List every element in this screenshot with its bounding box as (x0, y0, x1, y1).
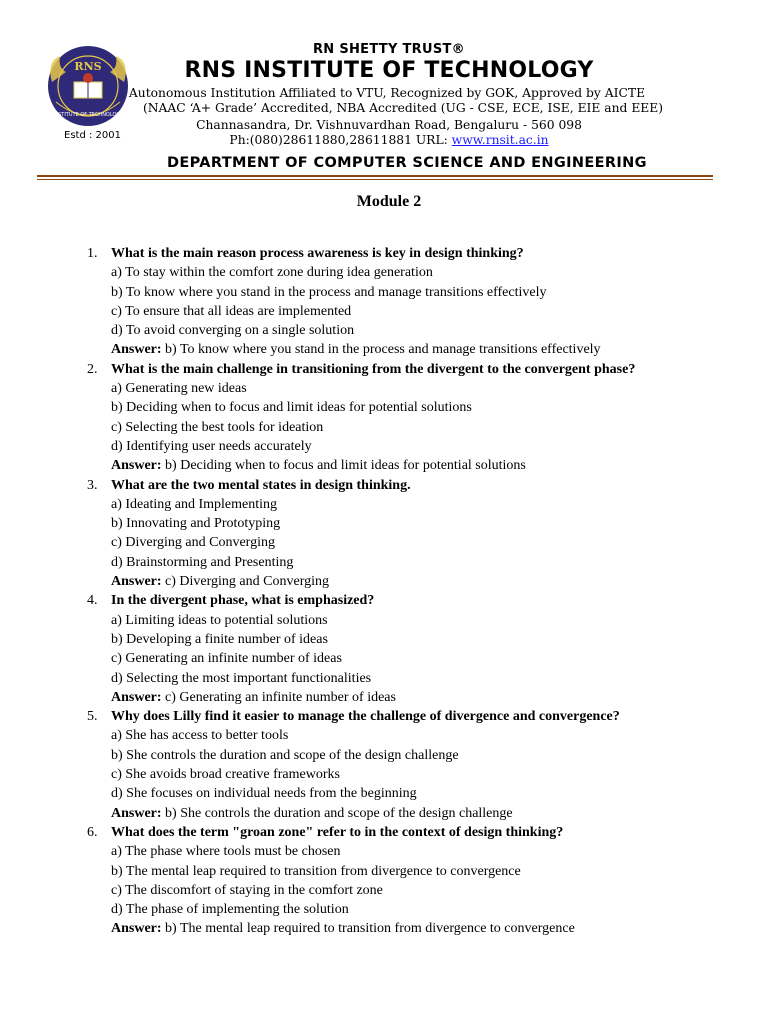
option-text: c) Diverging and Converging (111, 535, 275, 551)
trust-name: RN SHETTY TRUST® (313, 42, 465, 57)
question-text: What does the term "groan zone" refer to in the context of design thinking? (111, 824, 564, 840)
phone-text: Ph:(080)28611880,28611881 URL: (229, 133, 452, 147)
answer-label: Answer: (111, 921, 162, 937)
answer-line (111, 456, 526, 475)
header-divider (37, 175, 713, 177)
option-text: c) Selecting the best tools for ideation (111, 419, 324, 435)
answer-label: Answer: (111, 689, 162, 705)
website-link[interactable]: www.rnsit.ac.in (451, 133, 549, 147)
option-text: b) Innovating and Prototyping (111, 516, 281, 532)
answer-text: c) Generating an infinite number of ideas (161, 689, 396, 705)
option-text: c) The discomfort of staying in the comfort zone (111, 882, 383, 898)
question-number: 3. (87, 477, 98, 493)
question-item (0, 244, 768, 263)
question-number: 6. (87, 824, 98, 840)
accreditation-line: (NAAC ‘A+ Grade’ Accredited, NBA Accredited (UG - CSE, ECE, ISE, EIE and EEE) (142, 101, 664, 115)
answer-line (111, 919, 575, 938)
question-number: 1. (87, 246, 98, 261)
question-text: In the divergent phase, what is emphasized? (111, 593, 375, 609)
option-text: d) Brainstorming and Presenting (111, 554, 294, 570)
option-text: b) Developing a finite number of ideas (111, 631, 328, 647)
option-text: c) She avoids broad creative frameworks (111, 767, 340, 783)
question-item (0, 823, 768, 842)
affiliation-line: Autonomous Institution Affiliated to VTU, Recognized by GOK, Approved by AICTE (128, 86, 646, 100)
question-number: 5. (87, 709, 98, 725)
option-text: a) Limiting ideas to potential solutions (111, 612, 328, 628)
answer-label: Answer: (111, 805, 162, 821)
contact-line (0, 133, 768, 147)
question-text: What are the two mental states in design thinking. (111, 477, 411, 493)
option-text: d) The phase of implementing the solution (111, 902, 349, 918)
answer-text: b) To know where you stand in the process and manage transitions effectively (161, 342, 601, 358)
question-list (0, 244, 768, 939)
logo-ring-text: INSTITUTE OF TECHNOLOGY (52, 112, 124, 118)
question-item (0, 360, 768, 379)
answer-line (111, 572, 329, 591)
department-title: DEPARTMENT OF COMPUTER SCIENCE AND ENGINEERING (167, 155, 647, 171)
address-line: Channasandra, Dr. Vishnuvardhan Road, Bengaluru - 560 098 (196, 118, 582, 132)
answer-line (111, 340, 601, 359)
option-text: d) To avoid converging on a single solution (111, 323, 355, 339)
question-text: What is the main reason process awareness is key in design thinking? (111, 246, 524, 261)
answer-label: Answer: (111, 574, 162, 590)
answer-label: Answer: (111, 342, 162, 358)
answer-label: Answer: (111, 458, 162, 474)
question-number: 2. (87, 361, 98, 377)
option-text: a) She has access to better tools (111, 728, 289, 744)
option-text: b) The mental leap required to transition from divergence to convergence (111, 863, 521, 879)
header-divider-thin (37, 179, 713, 180)
question-text: Why does Lilly find it easier to manage the challenge of divergence and convergence? (111, 709, 620, 725)
option-text: b) Deciding when to focus and limit ideas for potential solutions (111, 400, 472, 416)
question-item (0, 591, 768, 610)
logo-text: RNS (74, 60, 102, 73)
option-text: a) Generating new ideas (111, 381, 247, 397)
module-title: Module 2 (356, 193, 422, 210)
answer-text: b) She controls the duration and scope of the design challenge (161, 805, 513, 821)
option-text: b) She controls the duration and scope of the design challenge (111, 747, 459, 763)
option-text: d) Selecting the most important functionalities (111, 670, 372, 686)
answer-text: b) The mental leap required to transition from divergence to convergence (161, 921, 575, 937)
question-number: 4. (87, 593, 98, 609)
option-text: d) Identifying user needs accurately (111, 438, 312, 454)
answer-line (111, 688, 396, 707)
option-text: a) Ideating and Implementing (111, 496, 277, 512)
question-text: What is the main challenge in transitioning from the divergent to the convergent phase? (111, 361, 636, 377)
option-text: b) To know where you stand in the process and manage transitions effectively (111, 284, 547, 300)
question-item (0, 707, 768, 726)
option-text: a) To stay within the comfort zone during idea generation (111, 265, 433, 281)
question-item (0, 476, 768, 495)
option-text: d) She focuses on individual needs from the beginning (111, 786, 417, 802)
option-text: c) To ensure that all ideas are implemented (111, 303, 352, 319)
answer-line (111, 804, 513, 823)
institute-name: RNS INSTITUTE OF TECHNOLOGY (184, 58, 594, 83)
option-text: c) Generating an infinite number of ideas (111, 651, 342, 667)
established-year: Estd : 2001 (64, 130, 121, 141)
answer-text: c) Diverging and Converging (161, 574, 329, 590)
answer-text: b) Deciding when to focus and limit ideas for potential solutions (161, 458, 526, 474)
option-text: a) The phase where tools must be chosen (111, 844, 341, 860)
